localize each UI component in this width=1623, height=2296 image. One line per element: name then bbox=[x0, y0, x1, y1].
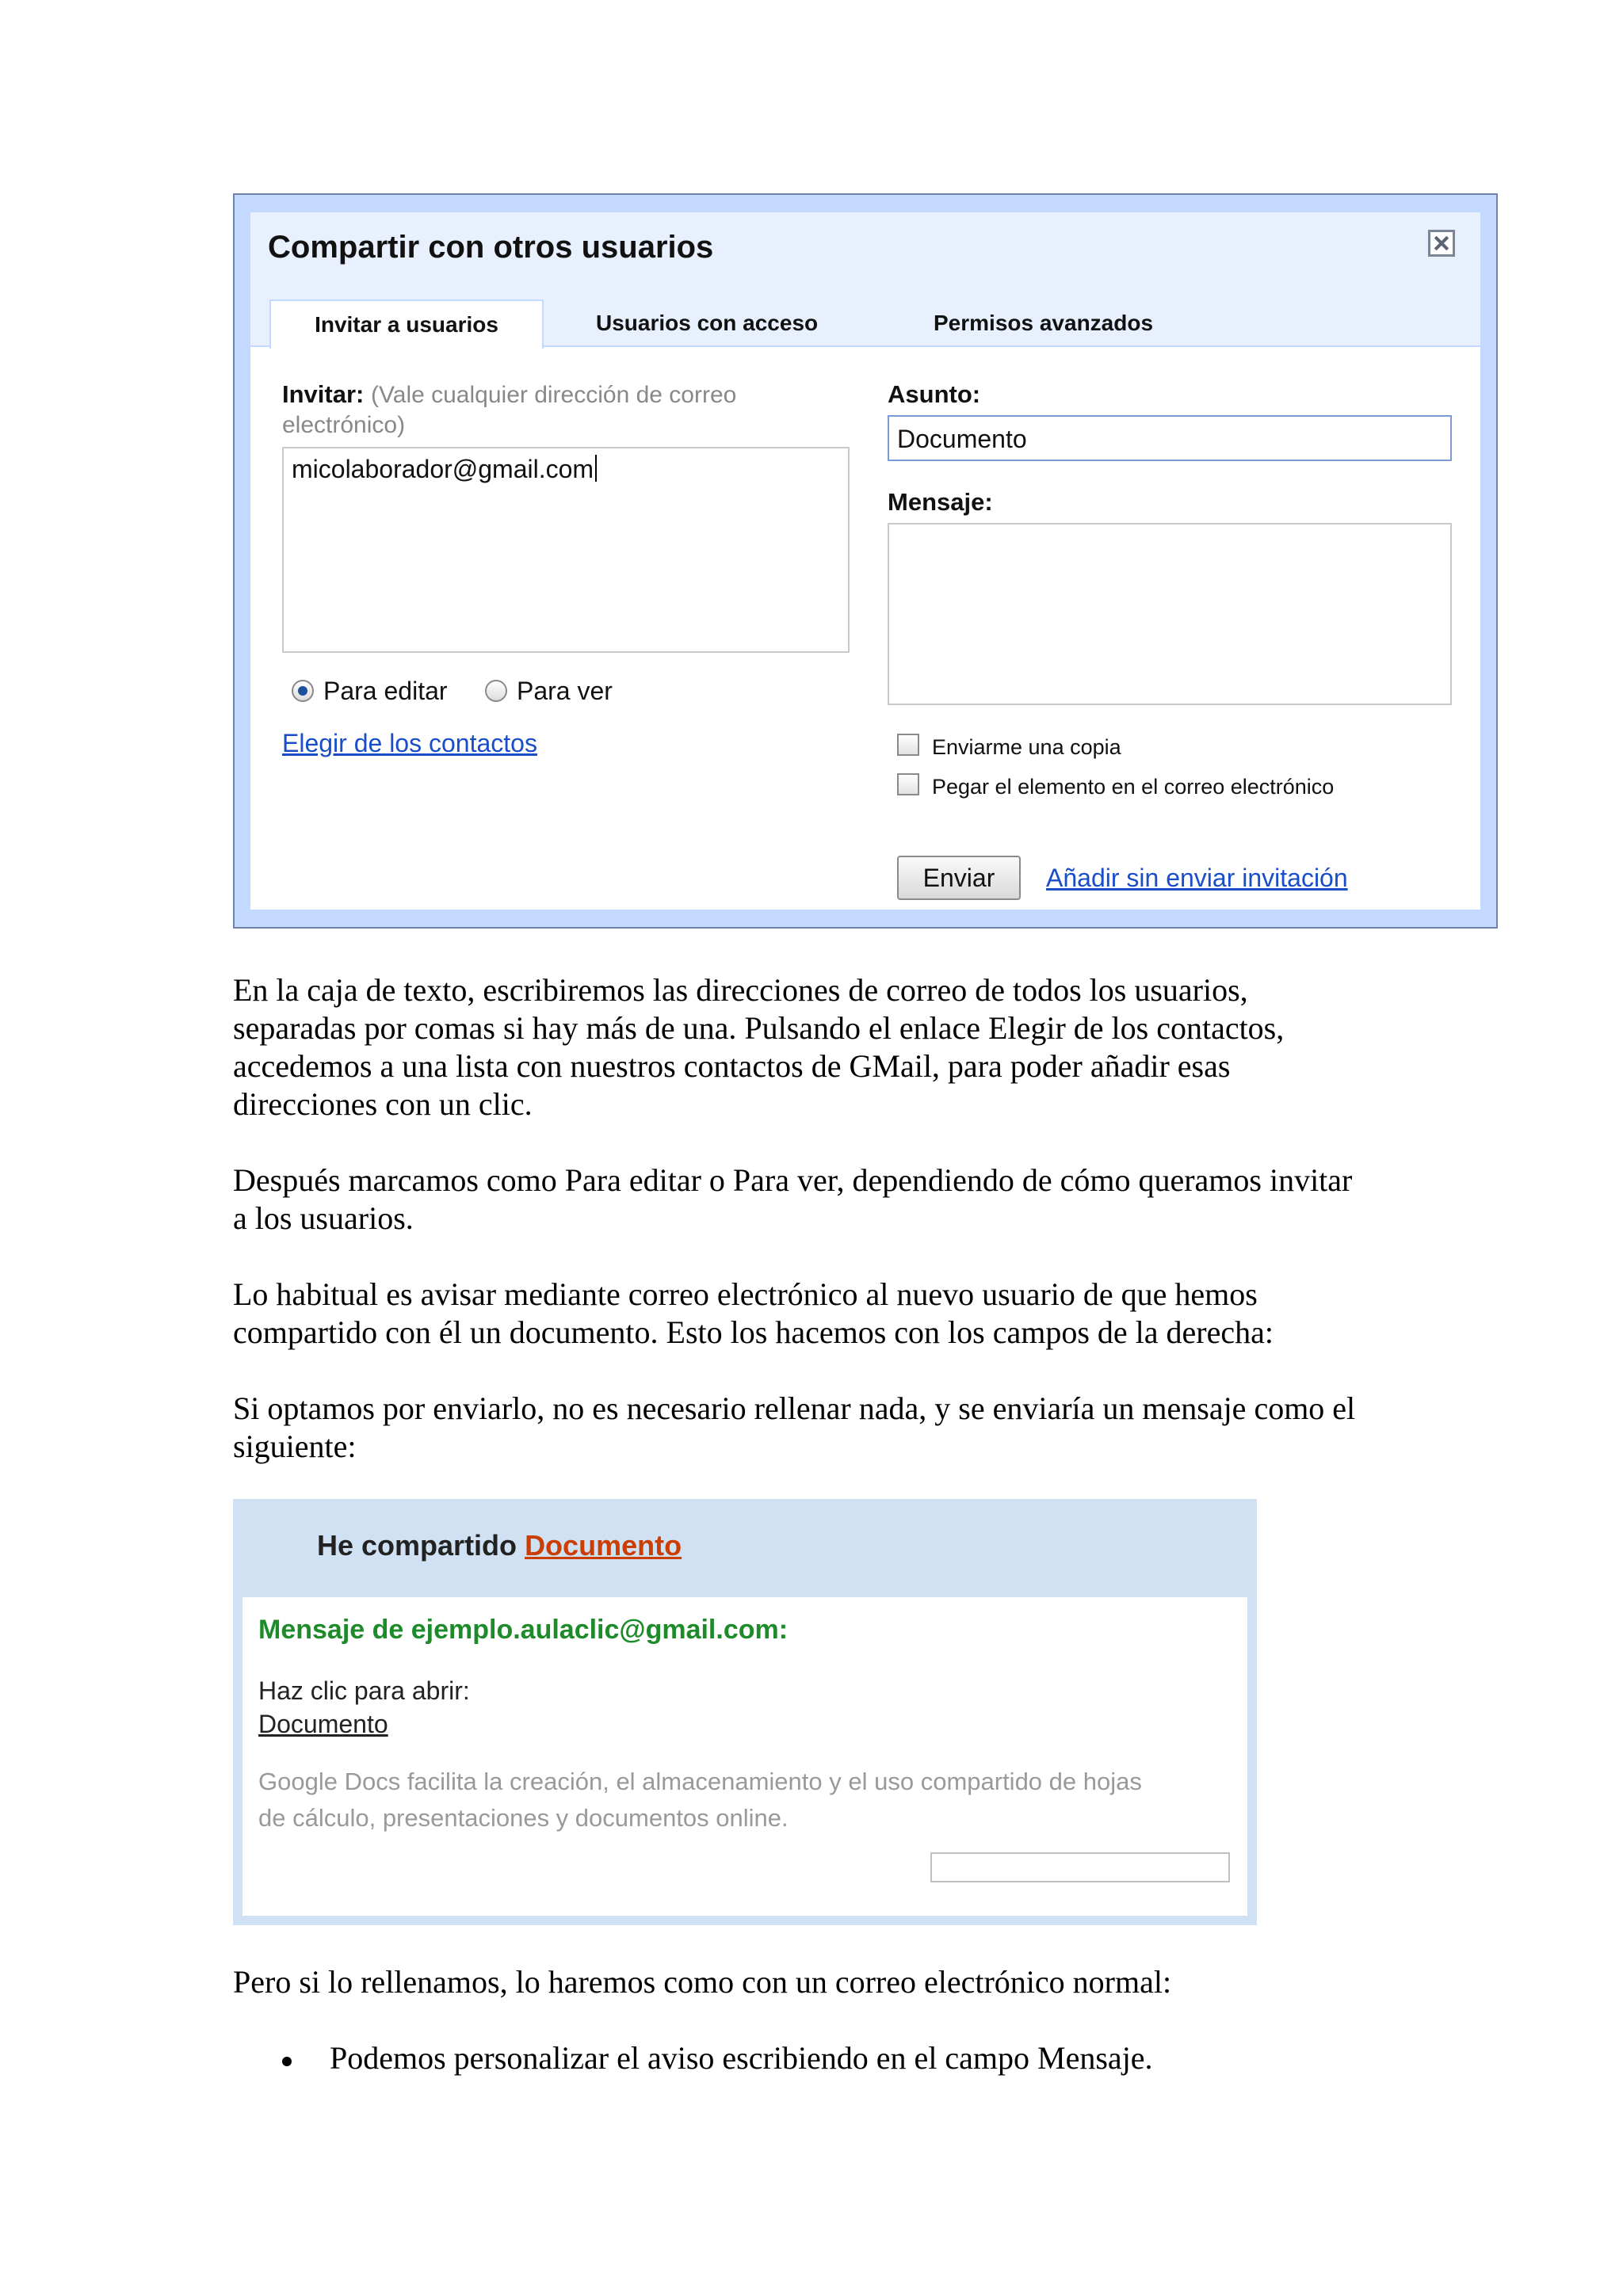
paragraph-3: Lo habitual es avisar mediante correo electrónico al nuevo usuario de que hemos compartido con él un documento. Esto los hacemos con los campos de la derecha: bbox=[233, 1276, 1274, 1350]
paragraph-1: En la caja de texto, escribiremos las direcciones de correo de todos los usuarios, separadas por comas si hay más de una. Pulsando el enlace Elegir de los contactos, accedemos a una lista con nuestros contactos de GMail, para poder añadir esas direcciones con un clic. bbox=[233, 972, 1285, 1122]
email-footer-box bbox=[930, 1852, 1230, 1882]
email-footer-text: Google Docs facilita la creación, el almacenamiento y el uso compartido de hojas de cálculo, presentaciones y documentos online. bbox=[258, 1768, 1142, 1832]
invite-hint: (Vale cualquier dirección de correo bbox=[370, 382, 737, 408]
radio-view[interactable] bbox=[485, 680, 507, 702]
send-copy-checkbox[interactable] bbox=[897, 734, 919, 756]
paragraph-5: Pero si lo rellenamos, lo haremos como con un correo electrónico normal: bbox=[233, 1964, 1172, 2000]
email-title-link[interactable]: Documento bbox=[525, 1529, 682, 1562]
radio-view-label: Para ver bbox=[517, 677, 613, 705]
email-body bbox=[242, 1597, 1247, 1916]
send-copy-label: Enviarme una copia bbox=[932, 735, 1121, 759]
email-document-link[interactable]: Documento bbox=[258, 1710, 388, 1738]
paragraph-4: Si optamos por enviarlo, no es necesario rellenar nada, y se enviaría un mensaje como el siguiente: bbox=[233, 1390, 1356, 1464]
paste-item-label: Pegar el elemento en el correo electrónico bbox=[932, 775, 1335, 799]
email-preview bbox=[233, 1499, 1257, 1925]
share-dialog-body bbox=[250, 212, 1480, 910]
subject-input-value: Documento bbox=[897, 425, 1027, 453]
tab-invite-users[interactable]: Invitar a usuarios bbox=[269, 299, 544, 349]
subject-input[interactable] bbox=[888, 415, 1452, 461]
invite-label: Invitar: (Vale cualquier dirección de correo bbox=[282, 380, 737, 408]
radio-edit[interactable] bbox=[292, 680, 314, 702]
share-dialog bbox=[233, 193, 1498, 929]
paste-item-checkbox[interactable] bbox=[897, 773, 919, 795]
send-button[interactable]: Enviar bbox=[897, 856, 1021, 900]
dialog-title: Compartir con otros usuarios bbox=[268, 230, 714, 265]
close-icon[interactable] bbox=[1428, 230, 1455, 257]
email-from-line: Mensaje de ejemplo.aulaclic@gmail.com: bbox=[258, 1615, 789, 1645]
subject-label: Asunto: bbox=[888, 380, 981, 408]
tab-users-with-access[interactable]: Usuarios con acceso bbox=[596, 311, 819, 335]
choose-contacts-link[interactable]: Elegir de los contactos bbox=[282, 729, 537, 757]
invite-input-value: micolaborador@gmail.com bbox=[292, 455, 597, 484]
invite-hint-continued: electrónico) bbox=[282, 412, 406, 438]
add-without-invite-link[interactable]: Añadir sin enviar invitación bbox=[1046, 864, 1348, 892]
email-open-text: Haz clic para abrir: bbox=[258, 1676, 470, 1705]
message-label: Mensaje: bbox=[888, 488, 993, 516]
paragraph-2: Después marcamos como Para editar o Para ver, dependiendo de cómo queramos invitar a los usuarios. bbox=[233, 1162, 1353, 1236]
email-title: He compartido Documento bbox=[317, 1529, 682, 1562]
invite-input[interactable] bbox=[282, 447, 850, 653]
tab-advanced-permissions[interactable]: Permisos avanzados bbox=[934, 311, 1154, 335]
bullet-icon bbox=[282, 2057, 292, 2066]
message-input[interactable] bbox=[888, 523, 1452, 705]
radio-edit-label: Para editar bbox=[323, 677, 448, 705]
list-item: Podemos personalizar el aviso escribiendo en el campo Mensaje. bbox=[282, 2039, 1153, 2077]
